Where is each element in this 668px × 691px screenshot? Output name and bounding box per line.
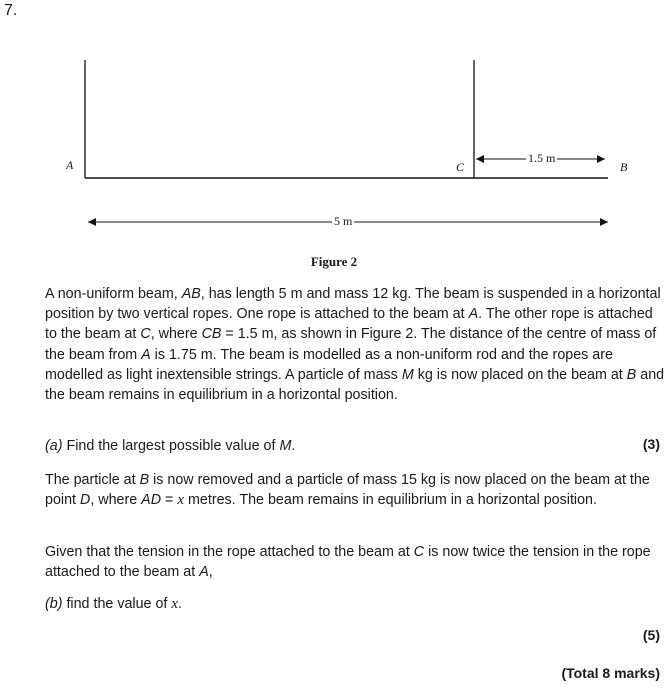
label-b: B	[620, 160, 628, 174]
second-paragraph: The particle at B is now removed and a particle of mass 15 kg is now placed on the beam at the point D, where AD = x metres. The beam remains in equilibrium in a horizontal position.	[45, 472, 650, 509]
part-b-marks: (5)	[642, 627, 660, 643]
label-a: A	[66, 158, 74, 172]
dimension-ab-label: 5 m	[334, 214, 353, 228]
third-paragraph: Given that the tension in the rope attached to the beam at C is now twice the tension in the rope attached to the beam at A,	[45, 544, 651, 581]
intro-paragraph: A non-uniform beam, AB, has length 5 m and mass 12 kg. The beam is suspended in a horizontal position by two vertical ropes. One rope is attached to the beam at A. The other rope is attached to the beam at C, where CB = 1.5 m, as shown in Figure 2. The distance of the centre of mass of the beam from A is 1.75 m. The beam is modelled as a non-uniform rod and the ropes are modelled as light inextensible strings. A particle of mass M kg is now placed on the beam at B and the beam remains in equilibrium in a horizontal position.	[45, 286, 665, 404]
part-a-marks: (3)	[642, 436, 660, 452]
question-number: 7.	[4, 2, 18, 19]
part-a-question: (a) Find the largest possible value of M.	[45, 438, 296, 454]
beam-diagram	[0, 0, 668, 250]
total-marks: (Total 8 marks)	[561, 665, 660, 681]
figure-caption: Figure 2	[310, 254, 358, 269]
dimension-cb-label: 1.5 m	[528, 151, 556, 165]
part-b-question: (b) find the value of x.	[45, 596, 183, 612]
label-c: C	[456, 160, 465, 174]
